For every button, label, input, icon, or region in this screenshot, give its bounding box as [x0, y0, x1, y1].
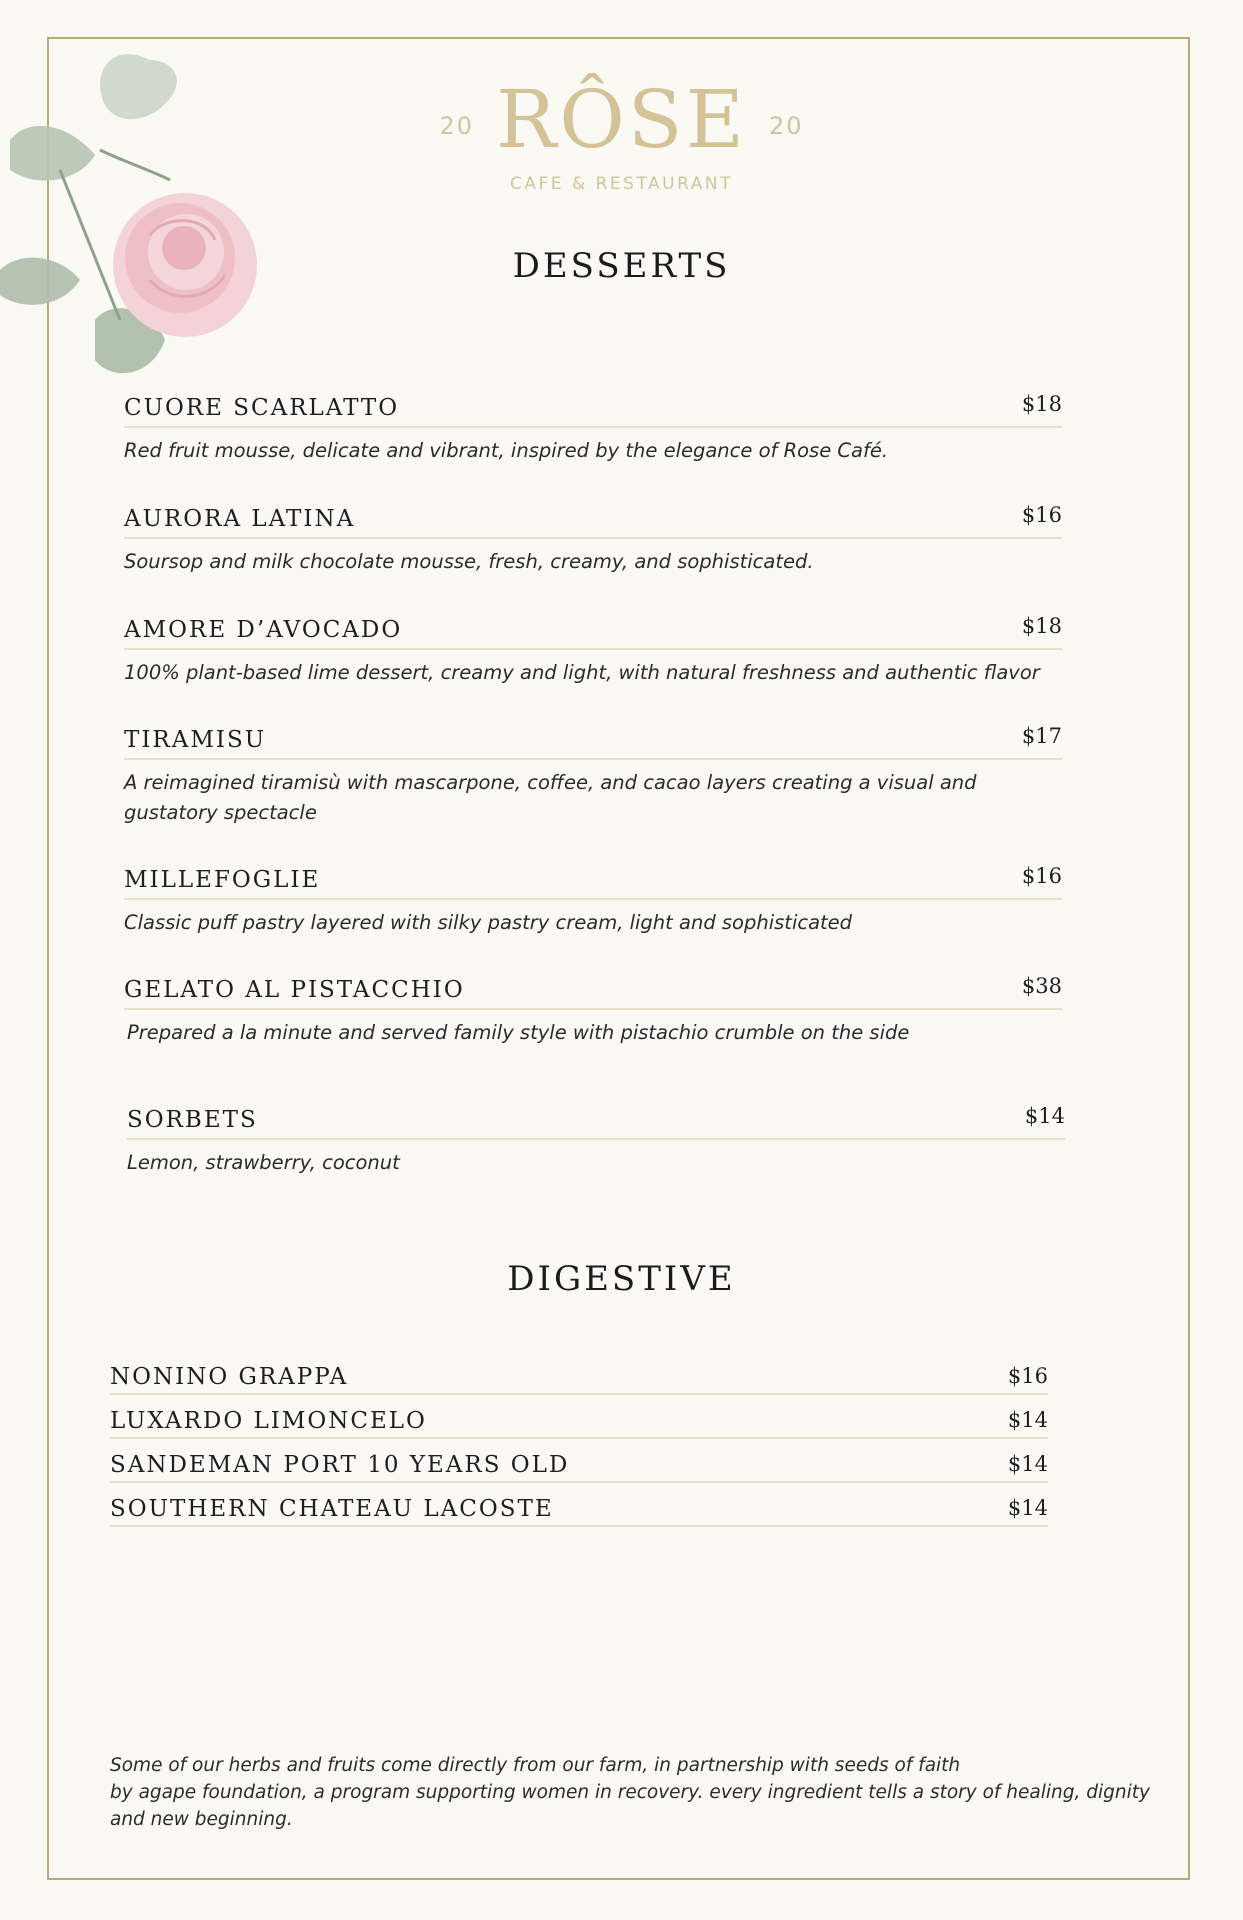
item-description: Prepared a la minute and served family style with pistachio crumble on the side [127, 1021, 910, 1044]
item-name: AURORA LATINA [124, 506, 356, 532]
footer-line: and new beginning. [110, 1809, 293, 1830]
brand-header [0, 73, 1243, 194]
item-name: CUORE SCARLATTO [124, 395, 400, 421]
item-price: $14 [1024, 1104, 1065, 1128]
digestive-title: DIGESTIVE [507, 1259, 736, 1299]
footer-line: Some of our herbs and fruits come directly from our farm, in partnership with seeds of faith [110, 1755, 961, 1776]
rose-illustration [0, 20, 270, 400]
item-price: $18 [1021, 392, 1062, 416]
item-price: $18 [1021, 614, 1062, 638]
item-name: SORBETS [127, 1107, 258, 1133]
footer-line: by agape foundation, a program supporting women in recovery. every ingredient tells a story of healing, dignity [110, 1782, 1150, 1803]
brand-logo: RÔSE [495, 73, 748, 166]
item-name: AMORE D’AVOCADO [124, 617, 403, 643]
item-description: Classic puff pastry layered with silky pastry cream, light and sophisticated [124, 911, 853, 934]
digestive-list [110, 1352, 1048, 1528]
digestive-row [110, 1396, 1048, 1439]
desserts-title: DESSERTS [512, 246, 731, 286]
item-name: MILLEFOGLIE [124, 867, 321, 893]
item-description: A reimagined tiramisù with mascarpone, coffee, and cacao layers creating a visual and gustatory spectacle [124, 771, 977, 824]
item-price: $16 [1007, 1364, 1048, 1388]
menu-item [127, 1104, 1065, 1178]
item-price: $16 [1021, 503, 1062, 527]
menu-item [124, 724, 1062, 828]
item-description: 100% plant-based lime dessert, creamy and light, with natural freshness and authentic flavor [124, 661, 1040, 684]
item-name: GELATO AL PISTACCHIO [124, 977, 465, 1003]
item-price: $17 [1021, 724, 1062, 748]
item-price: $38 [1021, 974, 1062, 998]
menu-item [124, 503, 1062, 577]
year-left: 20 [439, 112, 474, 140]
item-price: $16 [1021, 864, 1062, 888]
item-name: LUXARDO LIMONCELO [110, 1408, 427, 1434]
menu-item [124, 974, 1062, 1048]
digestive-row [110, 1440, 1048, 1483]
item-price: $14 [1007, 1496, 1048, 1520]
item-description: Soursop and milk chocolate mousse, fresh, creamy, and sophisticated. [124, 550, 814, 573]
item-name: NONINO GRAPPA [110, 1364, 349, 1390]
item-description: Red fruit mousse, delicate and vibrant, inspired by the elegance of Rose Café. [124, 439, 889, 462]
menu-item [124, 864, 1062, 938]
digestive-row [110, 1484, 1048, 1527]
item-description: Lemon, strawberry, coconut [127, 1151, 400, 1174]
brand-tagline: CAFE & RESTAURANT [510, 174, 733, 194]
item-price: $14 [1007, 1408, 1048, 1432]
menu-item [124, 392, 1062, 466]
footer-note [110, 1752, 1150, 1833]
item-name: SOUTHERN CHATEAU LACOSTE [110, 1496, 554, 1522]
item-name: SANDEMAN PORT 10 YEARS OLD [110, 1452, 570, 1478]
item-name: TIRAMISU [124, 727, 267, 753]
digestive-row [110, 1352, 1048, 1395]
item-price: $14 [1007, 1452, 1048, 1476]
menu-item [124, 614, 1062, 688]
year-right: 20 [769, 112, 804, 140]
